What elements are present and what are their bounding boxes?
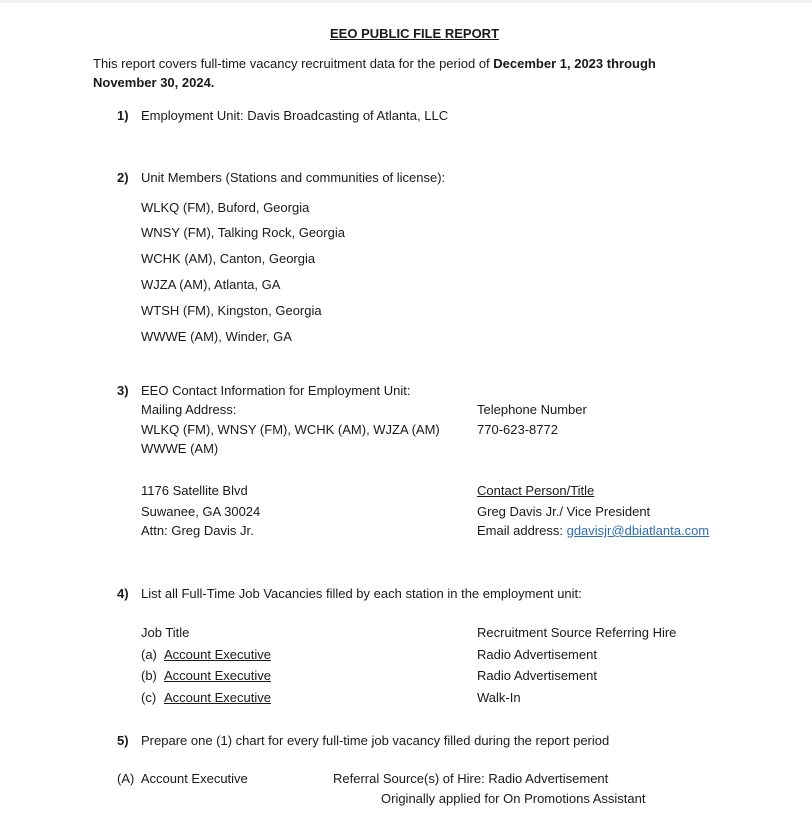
email-link[interactable]: gdavisjr@dbiatlanta.com	[566, 523, 710, 538]
section-3-heading: EEO Contact Information for Employment Unit:	[141, 383, 411, 398]
street-address: 1176 Satellite Blvd	[141, 483, 248, 498]
section-2	[117, 170, 445, 185]
vacancy-source: Radio Advertisement	[477, 668, 597, 683]
email-line	[477, 523, 709, 538]
top-edge	[0, 0, 812, 3]
vacancy-row	[141, 668, 271, 683]
vacancy-row	[141, 647, 271, 662]
section-5	[117, 733, 609, 748]
section-4-number: 4)	[117, 586, 129, 601]
station-item: WLKQ (FM), Buford, Georgia	[141, 200, 310, 215]
contact-person: Greg Davis Jr./ Vice President	[477, 504, 651, 519]
vacancy-job-title: Account Executive	[164, 647, 271, 662]
mailing-address-label: Mailing Address:	[141, 402, 237, 417]
chart-a-note: Originally applied for On Promotions Assistant	[381, 791, 646, 806]
station-item: WCHK (AM), Canton, Georgia	[141, 251, 316, 266]
section-1-text: Employment Unit: Davis Broadcasting of Atlanta, LLC	[141, 108, 449, 123]
job-title-column-header: Job Title	[141, 625, 190, 640]
vacancy-row	[141, 690, 271, 705]
mailing-stations-line-2: WWWE (AM)	[141, 441, 219, 456]
page-title: EEO PUBLIC FILE REPORT	[330, 26, 500, 41]
station-item: WWWE (AM), Winder, GA	[141, 329, 292, 344]
station-item: WNSY (FM), Talking Rock, Georgia	[141, 225, 345, 240]
section-3-number: 3)	[117, 383, 129, 398]
intro-period-start: December 1, 2023 through	[493, 56, 656, 71]
station-item: WTSH (FM), Kingston, Georgia	[141, 303, 322, 318]
recruitment-source-column-header: Recruitment Source Referring Hire	[477, 625, 677, 640]
section-1	[117, 108, 448, 123]
section-2-number: 2)	[117, 170, 129, 185]
vacancy-job-title: Account Executive	[164, 690, 271, 705]
station-item: WJZA (AM), Atlanta, GA	[141, 277, 281, 292]
vacancy-letter: (c)	[141, 690, 157, 705]
section-1-number: 1)	[117, 108, 129, 123]
vacancy-source: Walk-In	[477, 690, 521, 705]
chart-a-label: (A) Account Executive	[117, 771, 248, 786]
attention-line: Attn: Greg Davis Jr.	[141, 523, 254, 538]
intro-line-1	[93, 56, 656, 71]
section-4-text: List all Full-Time Job Vacancies filled by each station in the employment unit:	[141, 586, 582, 601]
section-4	[117, 586, 582, 601]
city-state-zip: Suwanee, GA 30024	[141, 504, 261, 519]
vacancy-source: Radio Advertisement	[477, 647, 597, 662]
intro-text: This report covers full-time vacancy recruitment data for the period of	[93, 56, 494, 71]
section-5-text: Prepare one (1) chart for every full-time job vacancy filled during the report period	[141, 733, 610, 748]
intro-period-end: November 30, 2024.	[93, 75, 215, 90]
vacancy-job-title: Account Executive	[164, 668, 271, 683]
section-5-number: 5)	[117, 733, 129, 748]
chart-a-referral: Referral Source(s) of Hire: Radio Advertisement	[333, 771, 609, 786]
section-3	[117, 383, 411, 398]
telephone-label: Telephone Number	[477, 402, 587, 417]
section-2-text: Unit Members (Stations and communities of license):	[141, 170, 446, 185]
vacancy-letter: (a)	[141, 647, 157, 662]
vacancy-letter: (b)	[141, 668, 157, 683]
telephone-number: 770-623-8772	[477, 422, 558, 437]
contact-person-label: Contact Person/Title	[477, 483, 595, 498]
mailing-stations-line-1: WLKQ (FM), WNSY (FM), WCHK (AM), WJZA (AM)	[141, 422, 440, 437]
email-label: Email address:	[477, 523, 567, 538]
